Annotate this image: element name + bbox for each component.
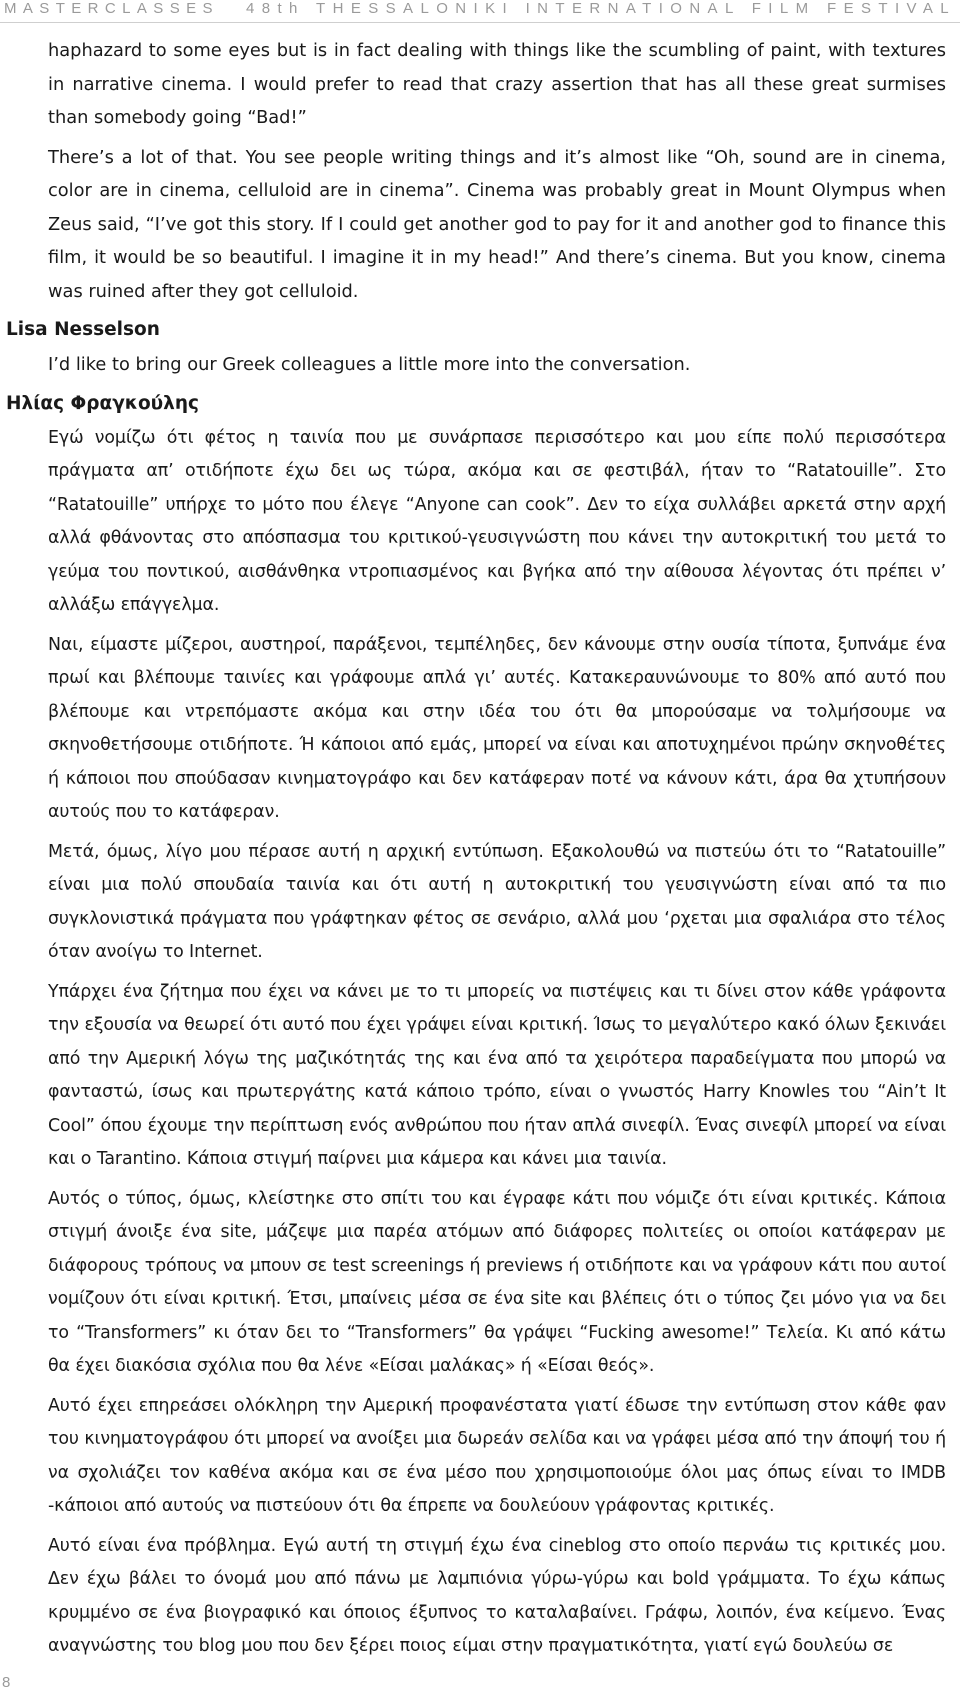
- page-number: 8: [2, 1674, 11, 1691]
- paragraph: There’s a lot of that. You see people writing things and it’s almost like “Oh, sound are in cinema, color are in cinema, celluloid are in cinema”. Cinema was probably great in Mount Olympus when Zeus said, “I’ve got this story. If I could get another god to pay for it and another god to finance this film, it would be so beautiful. I imagine it in my head!” And there’s cinema. But you know, cinema was ruined after they got celluloid.: [48, 146, 946, 302]
- paragraph: I’d like to bring our Greek colleagues a little more into the conversation.: [48, 354, 691, 375]
- running-header: [0, 0, 960, 23]
- section-title: MASTERCLASSES: [4, 0, 219, 17]
- festival-title: 48th THESSALONIKI INTERNATIONAL FILM FESTIVAL: [245, 0, 956, 17]
- paragraph: Αυτός ο τύπος, όμως, κλείστηκε στο σπίτι του και έγραφε κάτι που νόμιζε ότι είναι κριτικές. Κάποια στιγμή άνοιξε ένα site, μάζεψε μια παρέα ατόμων από διάφορες πολιτείες οι οποίοι κατάφεραν με διάφορους τρόπους να μπουν σε test screenings ή previews ή οτιδήποτε και να γράφουν κάτι που αυτοί νομίζουν ότι είναι κριτική. Έτσι, μπαίνεις μέσα σε ένα site και βλέπεις ότι ο τύπος ζει μόνο για να δει το “Transformers” κι όταν δει το “Transformers” θα γράψει “Fucking awesome!” Τελεία. Κι από κάτω θα έχει διακόσια σχόλια που θα λένε «Είσαι μαλάκας» ή «Είσαι θεός».: [48, 1188, 946, 1376]
- paragraph: Εγώ νομίζω ότι φέτος η ταινία που με συνάρπασε περισσότερο και μου είπε πολύ περισσότερα πράγματα απ’ οτιδήποτε έχω δει ως τώρα, ακόμα και σε φεστιβάλ, ήταν το “Ratatouille”. Στο “Ratatouille” υπήρχε το μότο που έλεγε “Anyone can cook”. Δεν το είχα συλλάβει αρκετά στην αρχή αλλά φθάνοντας στο απόσπασμα του κριτικού-γευσιγνώστη που κάνει την αυτοκριτική του μετά το γεύμα του ποντικού, αισθάνθηκα ντροπιασμένος και βγήκα από την αίθουσα λέγοντας ότι πρέπει ν’ αλλάξω επάγγελμα.: [48, 427, 946, 615]
- paragraph: Μετά, όμως, λίγο μου πέρασε αυτή η αρχική εντύπωση. Εξακολουθώ να πιστεύω ότι το “Ratatouille” είναι μια πολύ σπουδαία ταινία και ότι αυτή η αυτοκριτική του γευσιγνώστη είναι από τα πιο συγκλονιστικά πράγματα που γράφτηκαν φέτος σε σενάριο, αλλά μου ‘ρχεται μια σφαλιάρα στο τέλος όταν ανοίγω το Internet.: [48, 841, 946, 962]
- speaker-name: Lisa Nesselson: [6, 319, 160, 340]
- paragraph: haphazard to some eyes but is in fact dealing with things like the scumbling of paint, with textures in narrative cinema. I would prefer to read that crazy assertion that has all these great surmises than somebody going “Bad!”: [48, 40, 946, 128]
- paragraph: Ναι, είμαστε μίζεροι, αυστηροί, παράξενοι, τεμπέληδες, δεν κάνουμε στην ουσία τίποτα, ξυπνάμε ένα πρωί και βλέπουμε ταινίες και γράφουμε απλά γι’ αυτές. Κατακεραυνώνουμε το 80% από αυτό που βλέπουμε και ντρεπόμαστε ακόμα και στην ιδέα του ότι θα μπορούσαμε να τολμήσουμε να σκηνοθετήσουμε οτιδήποτε. Ή κάποιοι από εμάς, μπορεί να είναι και αποτυχημένοι πρώην σκηνοθέτες ή κάποιοι που σπούδασαν κινηματογράφο και δεν κατάφεραν ποτέ να κάνουν κάτι, άρα θα χτυπήσουν αυτούς που το κατάφεραν.: [48, 634, 946, 822]
- page-body: [0, 34, 960, 1670]
- paragraph: Αυτό είναι ένα πρόβλημα. Εγώ αυτή τη στιγμή έχω ένα cineblog στο οποίο περνάω τις κριτικές μου. Δεν έχω βάλει το όνομά μου από πάνω με λαμπιόνια γύρω-γύρω και bold γράμματα. Το έχω κάπως κρυμμένο σε ένα βιογραφικό και όποιος έξυπνος το καταλαβαίνει. Γράφω, λοιπόν, ένα κείμενο. Ένας αναγνώστης του blog μου που δεν ξέρει ποιος είμαι στην πραγματικότητα, γιατί εγώ δουλεύω σε: [48, 1535, 946, 1656]
- paragraph: Υπάρχει ένα ζήτημα που έχει να κάνει με το τι μπορείς να πιστέψεις και τι δίνει στον κάθε γράφοντα την εξουσία να θεωρεί ότι αυτό που έχει γράψει είναι κριτική. Ίσως το μεγαλύτερο κακό όλων ξεκινάει από την Αμερική λόγω της μαζικότητάς της και ένα από τα χειρότερα παραδείγματα που μπορώ να φανταστώ, ίσως και πρωτεργάτης κατά κάποιο τρόπο, είναι ο γνωστός Harry Knowles του “Ain’t It Cool” όπου έχουμε την περίπτωση ενός ανθρώπου που ήταν απλά σινεφίλ. Ένας σινεφίλ μπορεί να είναι και ο Tarantino. Κάποια στιγμή παίρνει μια κάμερα και κάνει μια ταινία.: [48, 981, 946, 1169]
- paragraph: Αυτό έχει επηρεάσει ολόκληρη την Αμερική προφανέστατα γιατί έδωσε την εντύπωση στον κάθε φαν του κινηματογράφου ότι μπορεί να ανοίξει μια δωρεάν σελίδα και να γράφει μέσα από την άποψή του ή να σχολιάζει τον καθένα ακόμα και σε ένα μέσο που χρησιμοποιούμε όλοι μας όπως είναι το IMDB -κάποιοι από αυτούς να πιστεύουν ότι θα έπρεπε να δουλεύουν γράφοντας κριτικές.: [48, 1395, 946, 1516]
- speaker-name: Ηλίας Φραγκούλης: [6, 392, 199, 414]
